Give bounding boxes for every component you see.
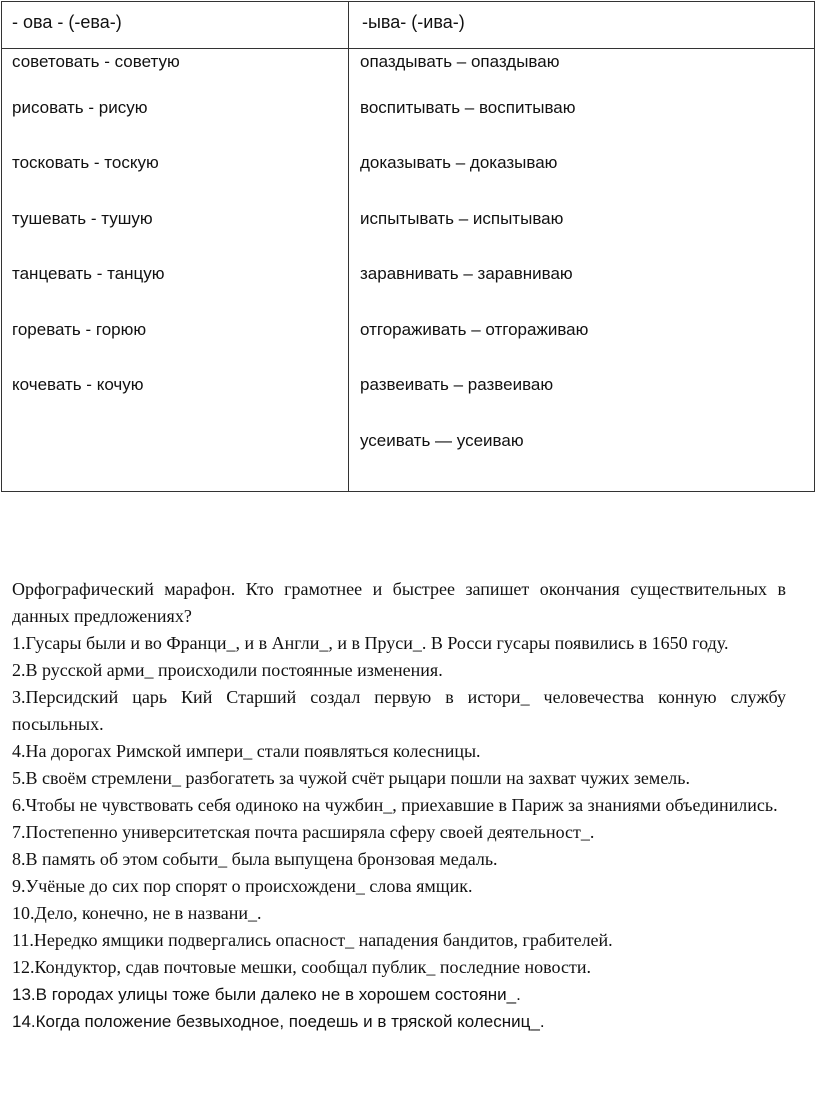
right-cell-5: заравнивать – заравниваю <box>360 264 573 283</box>
exercise-intro: Орфографический марафон. Кто грамотнее и быстрее запишет окончания существительных в данных предложениях? <box>12 579 786 626</box>
exercise-item-10: 10.Дело, конечно, не в названи_. <box>12 903 262 923</box>
header-yva-iva: -ыва- (-ива-) <box>362 12 465 32</box>
exercise-item-7: 7.Постепенно университетская почта расширяла сферу своей деятельност_. <box>12 822 595 842</box>
exercise-item-3: 3.Персидский царь Кий Старший создал первую в истори_ человечества конную службу посыльных. <box>12 687 786 734</box>
right-cell-1: опаздывать – опаздываю <box>360 52 560 71</box>
exercise-item-6: 6.Чтобы не чувствовать себя одиноко на чужбин_, приехавшие в Париж за знаниями объединились. <box>12 795 778 815</box>
exercise-item-8: 8.В память об этом событи_ была выпущена бронзовая медаль. <box>12 849 498 869</box>
column-divider <box>348 2 349 491</box>
right-cell-2: воспитывать – воспитываю <box>360 98 576 117</box>
exercise-item-9: 9.Учёные до сих пор спорят о происхождени_ слова ямщик. <box>12 876 473 896</box>
exercise-item-11: 11.Нередко ямщики подвергались опасност_ нападения бандитов, грабителей. <box>12 930 613 950</box>
left-cell-4: тушевать - тушую <box>12 209 153 228</box>
right-cell-7: развеивать – развеиваю <box>360 375 554 394</box>
header-ova-eva: - ова - (-ева-) <box>12 12 122 32</box>
verb-suffix-table <box>1 1 815 492</box>
exercise-item-2: 2.В русской арми_ происходили постоянные изменения. <box>12 660 443 680</box>
right-cell-4: испытывать – испытываю <box>360 209 564 228</box>
left-cell-3: тосковать - тоскую <box>12 153 159 172</box>
left-cell-6: горевать - горюю <box>12 320 147 339</box>
left-cell-5: танцевать - танцую <box>12 264 165 283</box>
exercise-item-1: 1.Гусары были и во Франци_, и в Англи_, и в Пруси_. В Росси гусары появились в 1650 году. <box>12 633 729 653</box>
exercise-item-14: 14.Когда положение безвыходное, поедешь и в тряской колесниц_. <box>12 1012 545 1031</box>
left-cell-1: советовать - советую <box>12 52 180 71</box>
left-cell-2: рисовать - рисую <box>12 98 148 117</box>
right-cell-8: усеивать — усеиваю <box>360 431 524 450</box>
right-cell-3: доказывать – доказываю <box>360 153 558 172</box>
left-cell-7: кочевать - кочую <box>12 375 144 394</box>
spelling-exercise <box>12 576 786 1035</box>
exercise-item-13: 13.В городах улицы тоже были далеко не в хорошем состояни_. <box>12 985 521 1004</box>
exercise-item-12: 12.Кондуктор, сдав почтовые мешки, сообщал публик_ последние новости. <box>12 957 591 977</box>
header-divider <box>2 48 814 49</box>
right-cell-6: отгораживать – отгораживаю <box>360 320 589 339</box>
exercise-item-4: 4.На дорогах Римской импери_ стали появляться колесницы. <box>12 741 481 761</box>
exercise-item-5: 5.В своём стремлени_ разбогатеть за чужой счёт рыцари пошли на захват чужих земель. <box>12 768 690 788</box>
